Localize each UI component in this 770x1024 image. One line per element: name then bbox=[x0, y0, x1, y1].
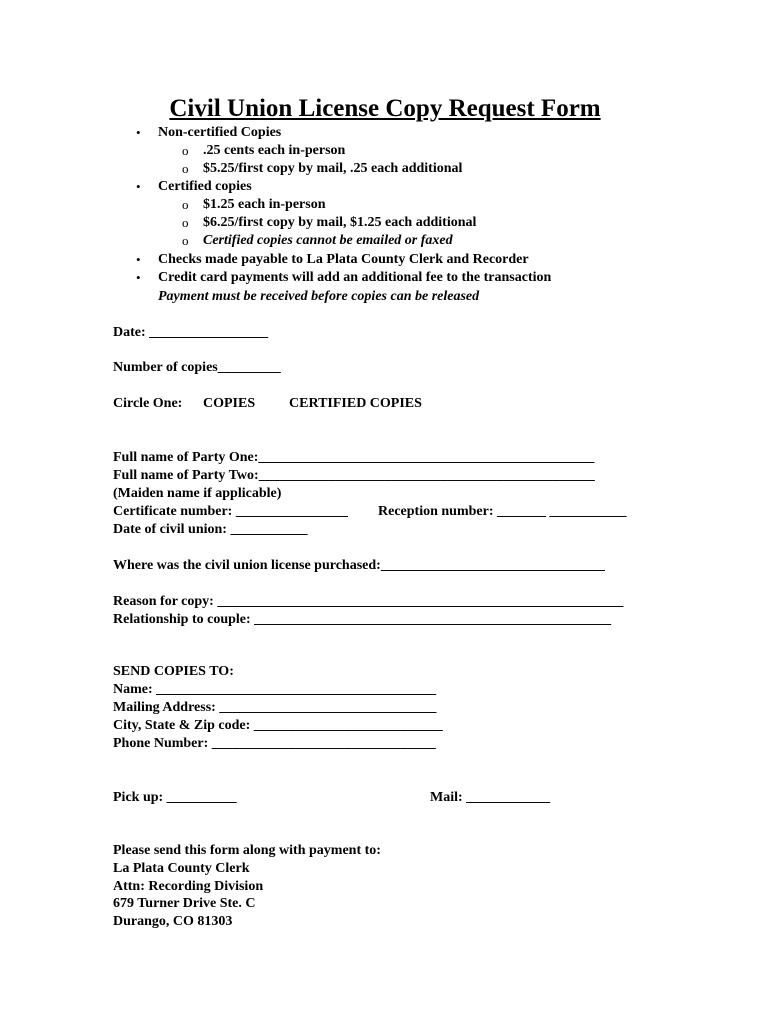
sub-bullet-icon: o bbox=[182, 143, 189, 158]
payment-note: Payment must be received before copies can be released bbox=[158, 289, 480, 304]
circle-one-label: Circle One: bbox=[113, 396, 183, 411]
sub-bullet-icon: o bbox=[182, 197, 189, 212]
noncertified-label: Non-certified Copies bbox=[158, 125, 282, 140]
name-field[interactable]: Name: ________________________________________ bbox=[113, 682, 437, 697]
noncertified-item: .25 cents each in-person bbox=[203, 143, 346, 158]
bullet-icon: • bbox=[136, 270, 141, 285]
certificate-number-field[interactable]: Certificate number: ________________ bbox=[113, 504, 348, 519]
sub-bullet-icon: o bbox=[182, 215, 189, 230]
pickup-field[interactable]: Pick up: __________ bbox=[113, 790, 237, 805]
bullet-icon: • bbox=[136, 252, 141, 267]
sub-bullet-icon: o bbox=[182, 161, 189, 176]
certified-label: Certified copies bbox=[158, 179, 252, 194]
relationship-field[interactable]: Relationship to couple: ___________________________________________________ bbox=[113, 612, 612, 627]
where-purchased-field[interactable]: Where was the civil union license purchased:________________________________ bbox=[113, 558, 605, 573]
reception-number-field[interactable]: Reception number: _______ ___________ bbox=[378, 504, 627, 519]
mail-field[interactable]: Mail: ____________ bbox=[430, 790, 551, 805]
phone-number-field[interactable]: Phone Number: ________________________________ bbox=[113, 736, 436, 751]
party-one-field[interactable]: Full name of Party One:________________________________________________ bbox=[113, 450, 595, 465]
city-state-zip-field[interactable]: City, State & Zip code: ___________________________ bbox=[113, 718, 443, 733]
page-title: Civil Union License Copy Request Form bbox=[169, 95, 601, 122]
certified-item: $1.25 each in-person bbox=[203, 197, 326, 212]
bullet-icon: • bbox=[136, 125, 141, 140]
sub-bullet-icon: o bbox=[182, 233, 189, 248]
reason-field[interactable]: Reason for copy: __________________________________________________________ bbox=[113, 594, 624, 609]
address-line: Attn: Recording Division bbox=[113, 879, 264, 894]
bullet-icon: • bbox=[136, 179, 141, 194]
certified-item: $6.25/first copy by mail, $1.25 each additional bbox=[203, 215, 477, 230]
date-of-union-field[interactable]: Date of civil union: ___________ bbox=[113, 522, 308, 537]
certified-copies-option[interactable]: CERTIFIED COPIES bbox=[289, 396, 422, 411]
address-intro: Please send this form along with payment to: bbox=[113, 843, 381, 858]
noncertified-item: $5.25/first copy by mail, .25 each additional bbox=[203, 161, 463, 176]
credit-note: Credit card payments will add an additional fee to the transaction bbox=[158, 270, 552, 285]
checks-note: Checks made payable to La Plata County Clerk and Recorder bbox=[158, 252, 529, 267]
maiden-name-note: (Maiden name if applicable) bbox=[113, 486, 282, 501]
address-line: 679 Turner Drive Ste. C bbox=[113, 896, 256, 911]
mailing-address-field[interactable]: Mailing Address: _______________________________ bbox=[113, 700, 437, 715]
address-line: Durango, CO 81303 bbox=[113, 914, 233, 929]
certified-item: Certified copies cannot be emailed or faxed bbox=[203, 233, 453, 248]
party-two-field[interactable]: Full name of Party Two:________________________________________________ bbox=[113, 468, 595, 483]
date-field[interactable]: Date: _________________ bbox=[113, 325, 269, 340]
copies-option[interactable]: COPIES bbox=[203, 396, 256, 411]
send-copies-header: SEND COPIES TO: bbox=[113, 664, 234, 679]
address-line: La Plata County Clerk bbox=[113, 861, 250, 876]
number-of-copies-field[interactable]: Number of copies_________ bbox=[113, 360, 281, 375]
